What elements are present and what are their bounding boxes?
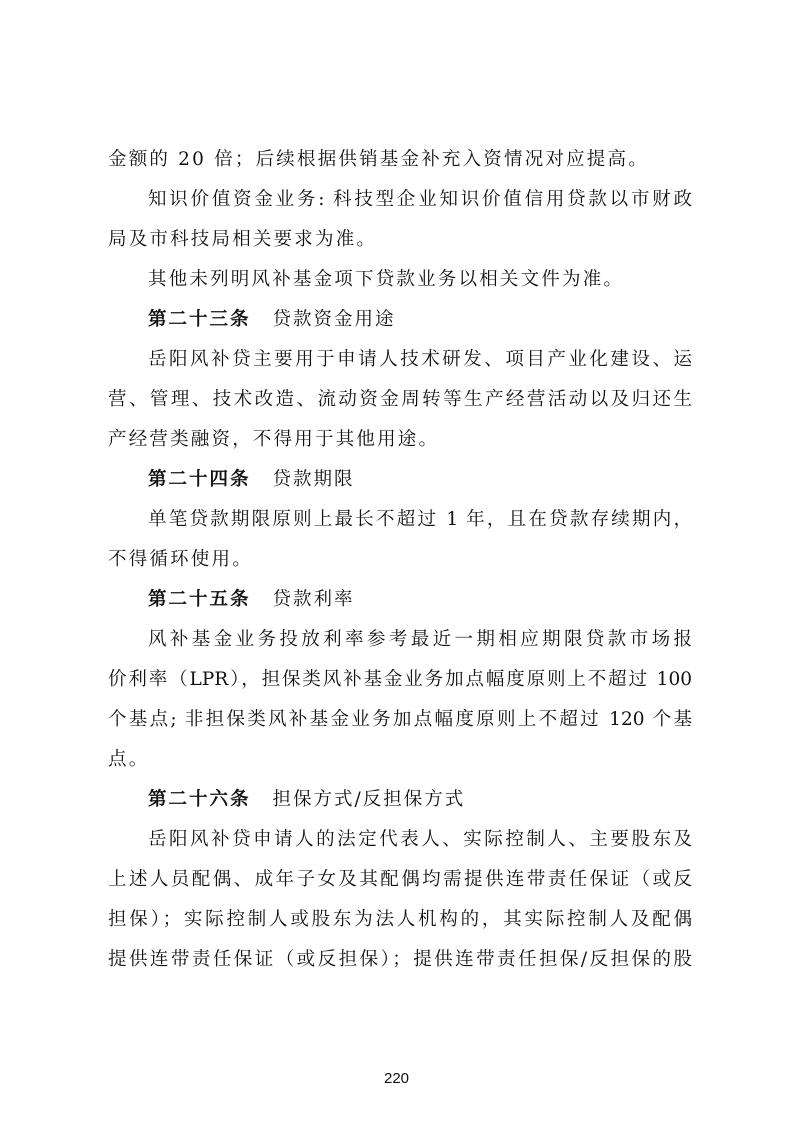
text-line: 价利率（LPR），担保类风补基金业务加点幅度原则上不超过 100	[108, 669, 692, 690]
text-line: 岳阳风补贷申请人的法定代表人、实际控制人、主要股东及	[148, 829, 692, 850]
article-heading-25	[108, 580, 692, 620]
article-title: 担保方式/反担保方式	[272, 789, 466, 810]
article-number: 第二十五条	[148, 589, 251, 610]
text-line: 风补基金业务投放利率参考最近一期相应期限贷款市场报	[148, 629, 692, 650]
document-body	[108, 140, 692, 980]
text-line: 个基点; 非担保类风补基金业务加点幅度原则上不超过 120 个基	[108, 709, 692, 730]
article-number: 第二十三条	[148, 309, 251, 330]
text-line: 知识价值资金业务: 科技型企业知识价值信用贷款以市财政	[148, 189, 692, 210]
text-line: 单笔贷款期限原则上最长不超过 1 年，且在贷款存续期内，	[148, 509, 692, 530]
article-title: 贷款期限	[272, 469, 355, 490]
text-line: 担保）；实际控制人或股东为法人机构的，其实际控制人及配偶	[108, 909, 692, 930]
text-line: 营、管理、技术改造、流动资金周转等生产经营活动以及归还生	[108, 389, 692, 410]
article-title: 贷款利率	[272, 589, 355, 610]
text-line: 其他未列明风补基金项下贷款业务以相关文件为准。	[148, 269, 625, 290]
page-number: 220	[383, 1070, 410, 1087]
text-line: 上述人员配偶、成年子女及其配偶均需提供连带责任保证（或反	[108, 869, 692, 890]
article-heading-23	[108, 300, 692, 340]
article-heading-24	[108, 460, 692, 500]
text-line: 产经营类融资，不得用于其他用途。	[108, 429, 440, 450]
article-title: 贷款资金用途	[272, 309, 396, 330]
text-line: 岳阳风补贷主要用于申请人技术研发、项目产业化建设、运	[148, 349, 692, 370]
text-line: 点。	[108, 749, 150, 770]
text-line: 局及市科技局相关要求为准。	[108, 229, 378, 250]
text-line: 提供连带责任保证（或反担保）；提供连带责任担保/反担保的股	[108, 949, 692, 970]
text-line: 金额的 20 倍；后续根据供销基金补充入资情况对应提高。	[108, 149, 649, 170]
article-number: 第二十六条	[148, 789, 251, 810]
article-heading-26	[108, 780, 692, 820]
text-line: 不得循环使用。	[108, 549, 253, 570]
article-number: 第二十四条	[148, 469, 251, 490]
